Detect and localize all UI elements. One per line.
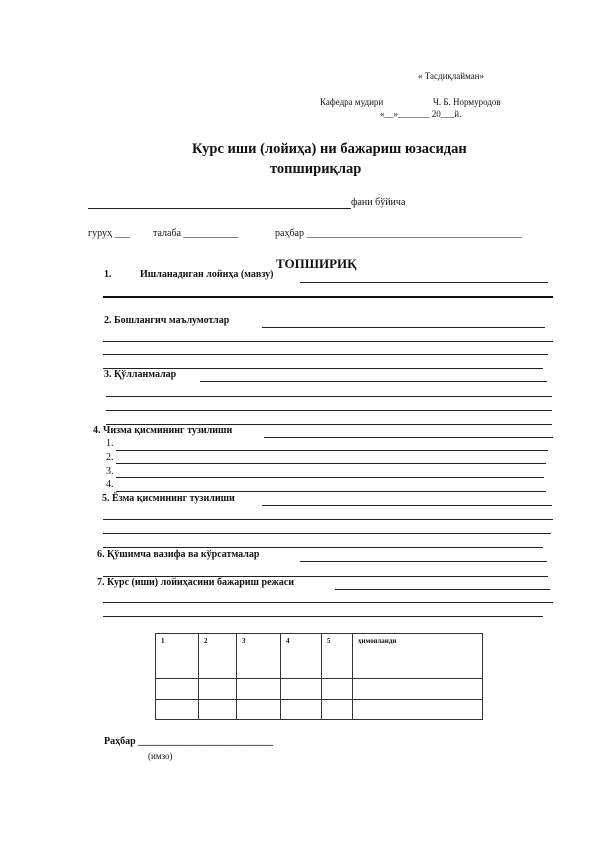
table-cell[interactable]	[156, 700, 199, 720]
section-5-line	[103, 533, 551, 534]
section-4-item: 3.	[106, 466, 114, 477]
table-row	[156, 679, 483, 700]
table-row	[156, 700, 483, 720]
section-3-line	[106, 396, 552, 397]
table-cell[interactable]	[322, 700, 353, 720]
table-header-cell: 5	[322, 634, 353, 679]
signature-line: Раҳбар ___________________________	[104, 736, 274, 747]
table-cell[interactable]	[281, 679, 322, 700]
table-cell[interactable]	[199, 679, 237, 700]
section-3-label: 3. Қўлланмалар	[104, 369, 177, 380]
section-4-item-line	[116, 477, 544, 478]
supervisor-field: раҳбар ___________________________________________	[275, 228, 522, 239]
section-4-item-line	[116, 491, 546, 492]
table-cell[interactable]	[353, 700, 483, 720]
table-header-cell: 1	[156, 634, 199, 679]
section-3-line	[106, 410, 552, 411]
section-2-label: 2. Бошлангич маълумотлар	[104, 315, 230, 326]
section-2-line	[103, 341, 553, 342]
section-2-line	[103, 354, 548, 355]
section-1-separator	[103, 296, 553, 298]
page-title: Курс иши (лойиҳа) ни бажариш юзасидан	[192, 141, 467, 157]
table-header-cell: 4	[281, 634, 322, 679]
section-4-item-line	[116, 463, 546, 464]
student-field: талаба ___________	[153, 228, 239, 239]
section-2-line	[262, 327, 545, 328]
section-7-line	[335, 589, 550, 590]
section-5-line	[262, 505, 552, 506]
section-4-item-line	[116, 450, 548, 451]
section-1-number: 1.	[104, 269, 112, 280]
section-4-line	[264, 437, 553, 438]
table-cell[interactable]	[156, 679, 199, 700]
table-header-cell: 2	[199, 634, 237, 679]
signature-caption: (имзо)	[148, 751, 173, 761]
section-6-line	[300, 561, 547, 562]
section-4-item: 2.	[106, 452, 114, 463]
section-6-label: 6. Қўшимча вазифа ва кўрсатмалар	[97, 549, 260, 560]
section-7-label: 7. Курс (иши) лойиҳасини бажариш режаси	[97, 577, 294, 588]
section-5-line	[103, 519, 553, 520]
department-head-title: Кафедра мудири	[320, 97, 384, 107]
table-cell[interactable]	[237, 700, 281, 720]
table-cell[interactable]	[237, 679, 281, 700]
section-1-label: Ишланадиган лойиҳа (мавзу)	[140, 269, 274, 280]
section-5-label: 5. Ёзма қисмининг тузилиши	[102, 493, 235, 504]
table-cell[interactable]	[199, 700, 237, 720]
table-header-cell: ҳимояланди	[353, 634, 483, 679]
section-3-line	[200, 381, 547, 382]
section-5-line	[103, 547, 543, 548]
section-7-line	[103, 602, 553, 603]
section-4-item: 4.	[106, 479, 114, 490]
section-4-item: 1.	[106, 438, 114, 449]
approval-stamp: « Тасдиқлайман»	[418, 71, 485, 81]
task-heading: ТОПШИРИҚ	[276, 256, 357, 271]
approval-date: «__»_______ 20___й.	[380, 109, 462, 119]
table-row	[156, 634, 483, 679]
page-title-line2: топшириқлар	[270, 161, 362, 177]
table-cell[interactable]	[281, 700, 322, 720]
subject-suffix: фани бўйича	[351, 197, 406, 208]
table-cell[interactable]	[322, 679, 353, 700]
section-7-line	[103, 616, 543, 617]
subject-blank-line	[88, 208, 351, 209]
table-cell[interactable]	[353, 679, 483, 700]
schedule-table	[155, 633, 483, 720]
department-head-name: Ч. Б. Нормуродов	[433, 97, 501, 107]
section-1-line	[300, 282, 548, 283]
table-header-cell: 3	[237, 634, 281, 679]
group-field: гуруҳ ___	[88, 228, 130, 239]
section-4-label: 4. Чизма қисмининг тузилиши	[93, 425, 233, 436]
